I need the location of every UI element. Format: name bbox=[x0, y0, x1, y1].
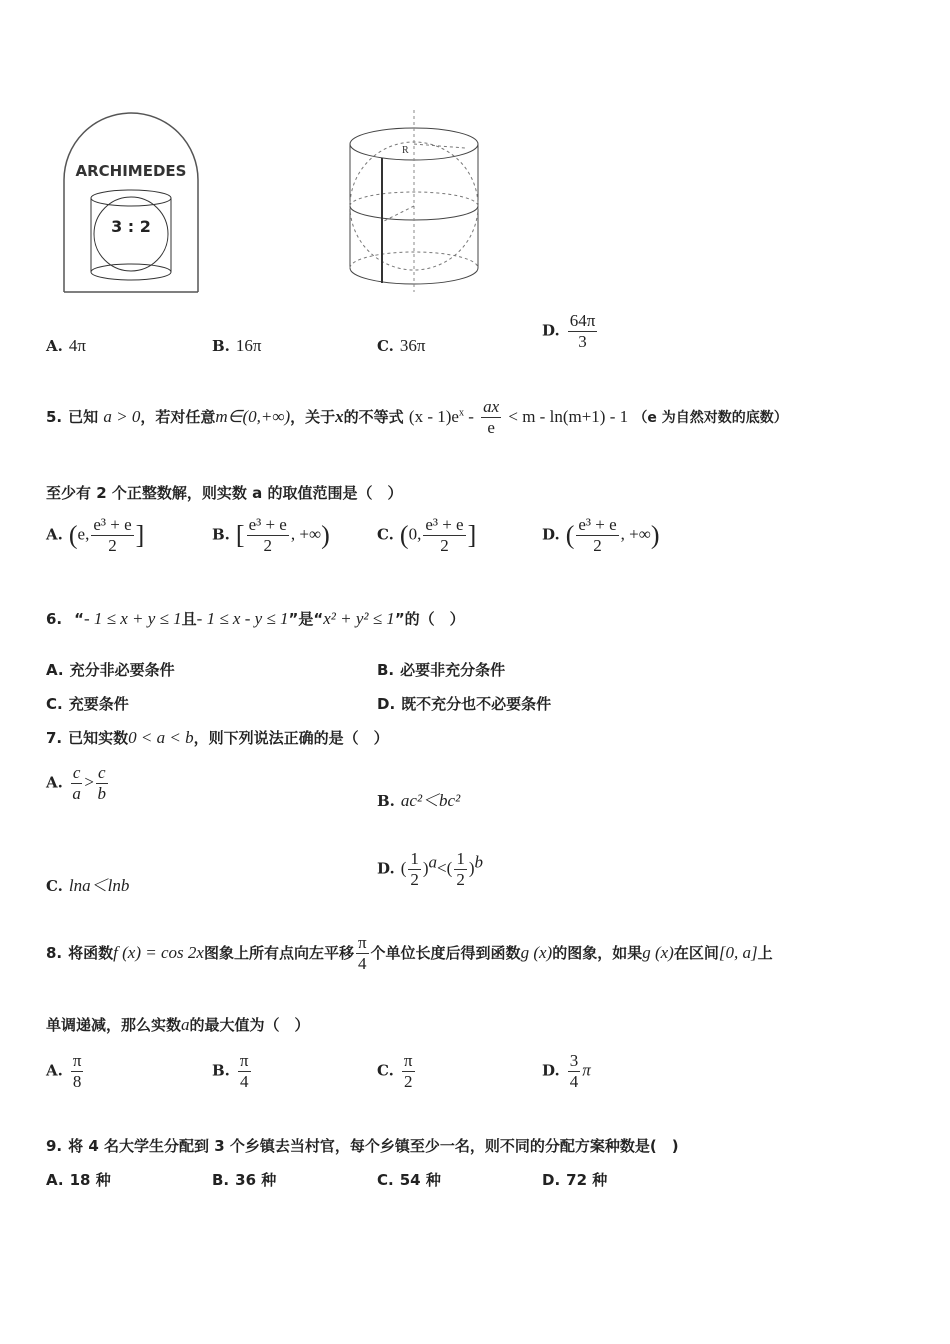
archimedes-tombstone-figure bbox=[60, 110, 205, 295]
q9-option-b[interactable]: B. 36 种 bbox=[212, 1171, 277, 1189]
q8-stem-line1: 8. 将函数f (x) = cos 2x图象上所有点向左平移 $\frac{\pi}{4}$ 个单位长度后得到函数g (x)的图象，如果g (x)在区间[0, a]上 bbox=[46, 933, 773, 973]
q4-option-d[interactable]: D. $\frac{64\pi}{3}$ bbox=[542, 311, 596, 351]
q8-option-c[interactable]: C. $\frac{\pi}{2}$ bbox=[377, 1051, 413, 1091]
q7-option-b[interactable]: B. ac²＜bc² bbox=[377, 791, 461, 810]
q5-option-b[interactable]: B. [ $\frac{\text{e³ + e}}{2}$ , +∞) bbox=[212, 515, 330, 555]
q6-option-d[interactable]: D. 既不充分也不必要条件 bbox=[377, 695, 552, 713]
cylinder-sphere-figure bbox=[345, 110, 490, 295]
tombstone-ratio: 3 : 2 bbox=[111, 217, 151, 236]
q4-option-c[interactable]: C. 36π bbox=[377, 336, 426, 355]
q7-option-d[interactable]: D. ( $\frac{1}{2}$ )$^a$<( $\frac{1}{2}$ )$^b$ bbox=[377, 849, 483, 889]
q6-option-b[interactable]: B. 必要非充分条件 bbox=[377, 661, 506, 679]
q6-stem: 6. “- 1 ≤ x + y ≤ 1且- 1 ≤ x - y ≤ 1”是“x² + y² ≤ 1”的（ ） bbox=[46, 609, 465, 628]
q5-option-c[interactable]: C. (0, $\frac{\text{e³ + e}}{2}$ ] bbox=[377, 515, 477, 555]
q5-option-a[interactable]: A. (e, $\frac{\text{e³ + e}}{2}$ ] bbox=[46, 515, 145, 555]
cylinder-label-r: R bbox=[402, 145, 409, 156]
q7-option-c[interactable]: C. lna＜lnb bbox=[46, 876, 130, 895]
q4-option-b[interactable]: B. 16π bbox=[212, 336, 262, 355]
q8-option-d[interactable]: D. $\frac{3}{4}$ π bbox=[542, 1051, 591, 1091]
q8-option-a[interactable]: A. $\frac{\pi}{8}$ bbox=[46, 1051, 82, 1091]
q5-stem-line1: 5. 已知 a > 0，若对任意m∈(0,+∞)，关于x的不等式 $(x - 1)e^x$ - $\frac{ax}{e}$ < m - ln(m+1) - 1 （e 为自然对数的底数） bbox=[46, 397, 788, 437]
q9-option-a[interactable]: A. 18 种 bbox=[46, 1171, 111, 1189]
q4-option-a[interactable]: A. 4π bbox=[46, 336, 86, 355]
q5-option-d[interactable]: D. ( $\frac{\text{e³ + e}}{2}$ , +∞) bbox=[542, 515, 660, 555]
tombstone-label: ARCHIMEDES bbox=[75, 162, 187, 180]
q7-option-a[interactable]: A. $\frac{c}{a}$ > $\frac{c}{b}$ bbox=[46, 763, 107, 803]
q8-option-b[interactable]: B. $\frac{\pi}{4}$ bbox=[212, 1051, 249, 1091]
q9-stem: 9. 将 4 名大学生分配到 3 个乡镇去当村官，每个乡镇至少一名，则不同的分配方案种数是( ) bbox=[46, 1137, 679, 1155]
q8-stem-line2: 单调递减，那么实数a的最大值为（ ） bbox=[46, 1015, 310, 1034]
q6-option-a[interactable]: A. 充分非必要条件 bbox=[46, 661, 175, 679]
q5-stem-line2: 至少有 2 个正整数解，则实数 a 的取值范围是（ ） bbox=[46, 484, 403, 502]
q9-option-c[interactable]: C. 54 种 bbox=[377, 1171, 441, 1189]
q5-inequality: $(x - 1)e^x$ - bbox=[408, 406, 474, 426]
q7-stem: 7. 已知实数0 < a < b，则下列说法正确的是（ ） bbox=[46, 728, 389, 747]
q9-option-d[interactable]: D. 72 种 bbox=[542, 1171, 608, 1189]
q6-option-c[interactable]: C. 充要条件 bbox=[46, 695, 129, 713]
